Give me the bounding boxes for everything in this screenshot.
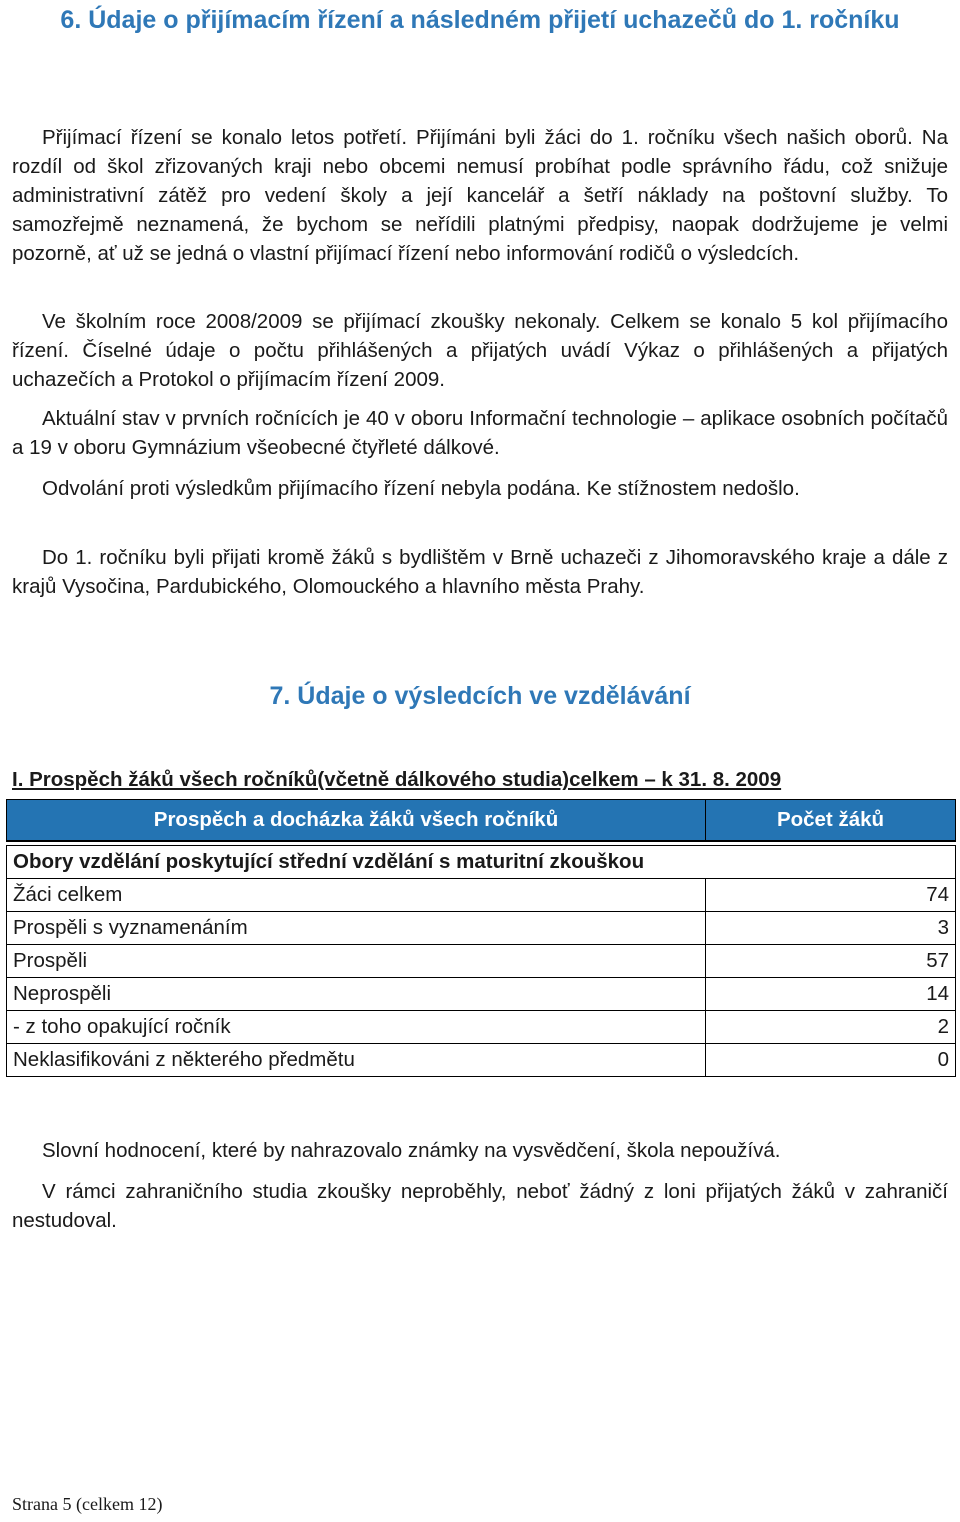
table-row [7, 1011, 956, 1044]
table-header-count: Počet žáků [706, 800, 956, 842]
section-6-heading: 6. Údaje o přijímacím řízení a následném přijetí uchazečů do 1. ročníku [60, 6, 900, 34]
paragraph-exams [12, 307, 948, 394]
paragraph-verbal-assessment [12, 1136, 948, 1165]
section-7-heading: 7. Údaje o výsledcích ve vzdělávání [269, 682, 691, 710]
row-label: Neklasifikováni z některého předmětu [7, 1044, 706, 1077]
paragraph-text: Slovní hodnocení, které by nahrazovalo známky na vysvědčení, škola nepoužívá. [42, 1139, 781, 1162]
row-label: - z toho opakující ročník [7, 1011, 706, 1044]
row-value: 74 [706, 879, 956, 912]
table-header-row [7, 800, 956, 842]
row-label: Neprospěli [7, 978, 706, 1011]
paragraph-current-state [12, 404, 948, 462]
results-subsection-title: I. Prospěch žáků všech ročníků(včetně dálkového studia)celkem – k 31. 8. 2009 [12, 768, 782, 791]
row-label: Prospěli [7, 945, 706, 978]
paragraph-admission-process [12, 123, 948, 268]
page-footer: Strana 5 (celkem 12) [12, 1494, 163, 1514]
table-group-label: Obory vzdělání poskytující střední vzdělání s maturitní zkouškou [7, 846, 956, 879]
row-value: 14 [706, 978, 956, 1011]
paragraph-appeals [12, 474, 948, 503]
table-row [7, 1044, 956, 1077]
row-value: 0 [706, 1044, 956, 1077]
row-value: 57 [706, 945, 956, 978]
table-row [7, 879, 956, 912]
table-row [7, 978, 956, 1011]
paragraph-text: Přijímací řízení se konalo letos potřetí. Přijímáni byli žáci do 1. ročníku všech našich oborů. Na rozdíl od škol zřizovaných kraji nebo obcemi nemusí probíhat podle správního řádu, což snižuje administrativní zátěž pro vedení školy a její kancelář a šetří náklady na poštovní služby. To samozřejmě neznamená, že bychom se neřídili platnými předpisy, naopak dodržujeme je velmi pozorně, ať už se jedná o vlastní přijímací řízení nebo informování rodičů o výsledcích. [12, 126, 948, 265]
results-table [6, 799, 956, 1077]
row-label: Prospěli s vyznamenáním [7, 912, 706, 945]
paragraph-text: Do 1. ročníku byli přijati kromě žáků s bydlištěm v Brně uchazeči z Jihomoravského kraje a dále z krajů Vysočina, Pardubického, Olomouckého a hlavního města Prahy. [12, 546, 948, 598]
paragraph-text: Aktuální stav v prvních ročnících je 40 v oboru Informační technologie – aplikace osobních počítačů a 19 v oboru Gymnázium všeobecné čtyřleté dálkové. [12, 407, 948, 459]
paragraph-text: V rámci zahraničního studia zkoušky neproběhly, neboť žádný z loni přijatých žáků v zahraničí nestudoval. [12, 1180, 948, 1232]
table-row [7, 945, 956, 978]
paragraph-regions [12, 543, 948, 601]
table-row [7, 912, 956, 945]
row-label: Žáci celkem [7, 879, 706, 912]
paragraph-foreign-study [12, 1177, 948, 1235]
paragraph-text: Odvolání proti výsledkům přijímacího řízení nebyla podána. Ke stížnostem nedošlo. [42, 477, 800, 500]
table-header-performance: Prospěch a docházka žáků všech ročníků [7, 800, 706, 842]
row-value: 3 [706, 912, 956, 945]
paragraph-text: Ve školním roce 2008/2009 se přijímací zkoušky nekonaly. Celkem se konalo 5 kol přijímacího řízení. Číselné údaje o počtu přihlášených a přijatých uvádí Výkaz o přihlášených a přijatých uchazečích a Protokol o přijímacím řízení 2009. [12, 310, 948, 391]
row-value: 2 [706, 1011, 956, 1044]
table-group-row [7, 846, 956, 879]
